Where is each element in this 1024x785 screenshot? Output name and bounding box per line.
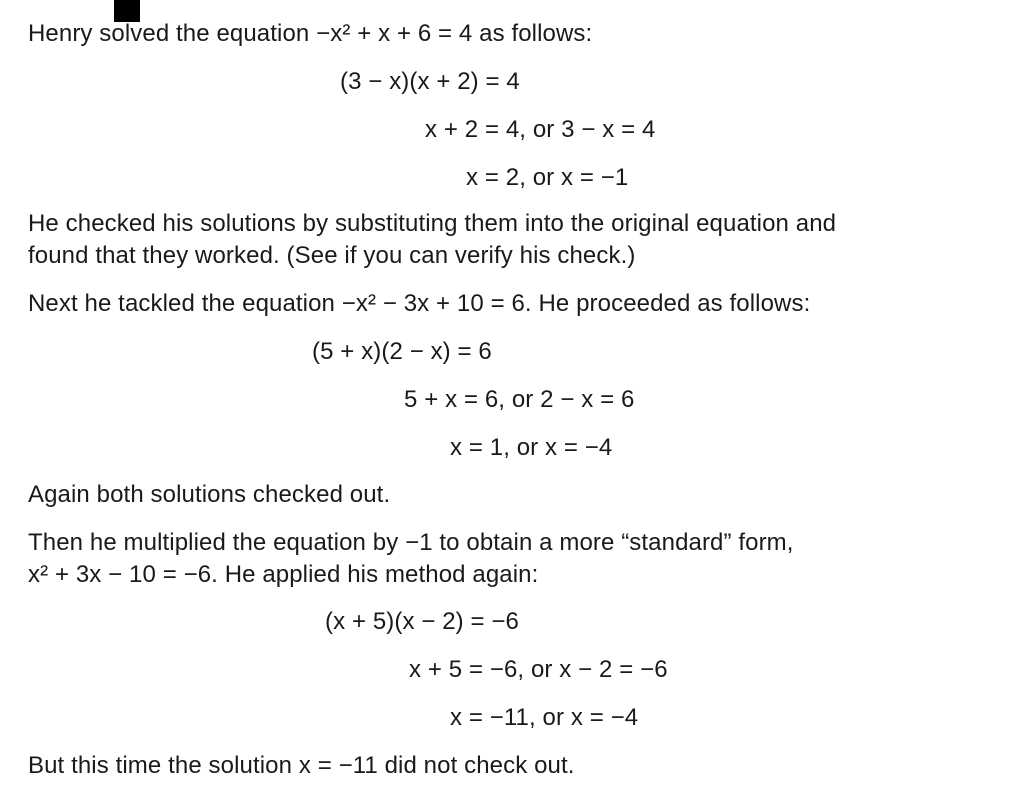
paragraph-line: Then he multiplied the equation by −1 to obtain a more “standard” form, bbox=[28, 529, 794, 556]
paragraph-line: found that they worked. (See if you can verify his check.) bbox=[28, 242, 636, 269]
equation-step: (x + 5)(x − 2) = −6 bbox=[325, 608, 519, 635]
equation-step: x + 5 = −6, or x − 2 = −6 bbox=[409, 656, 668, 683]
equation-step: x = −11, or x = −4 bbox=[450, 704, 639, 731]
paragraph-line: He checked his solutions by substituting them into the original equation and bbox=[28, 210, 837, 237]
paragraph-line: x² + 3x − 10 = −6. He applied his method again: bbox=[28, 561, 539, 588]
equation-step: x = 1, or x = −4 bbox=[450, 434, 613, 461]
equation-step: 5 + x = 6, or 2 − x = 6 bbox=[404, 386, 635, 413]
conclusion-text: But this time the solution x = −11 did not check out. bbox=[28, 752, 575, 779]
equation-step: x + 2 = 4, or 3 − x = 4 bbox=[425, 116, 656, 143]
paragraph-line: Again both solutions checked out. bbox=[28, 481, 391, 508]
paragraph-line: Next he tackled the equation −x² − 3x + 10 = 6. He proceeded as follows: bbox=[28, 290, 811, 317]
equation-step: (3 − x)(x + 2) = 4 bbox=[340, 68, 520, 95]
equation-step: x = 2, or x = −1 bbox=[466, 164, 629, 191]
intro-text: Henry solved the equation −x² + x + 6 = 4 as follows: bbox=[28, 20, 593, 47]
equation-step: (5 + x)(2 − x) = 6 bbox=[312, 338, 492, 365]
